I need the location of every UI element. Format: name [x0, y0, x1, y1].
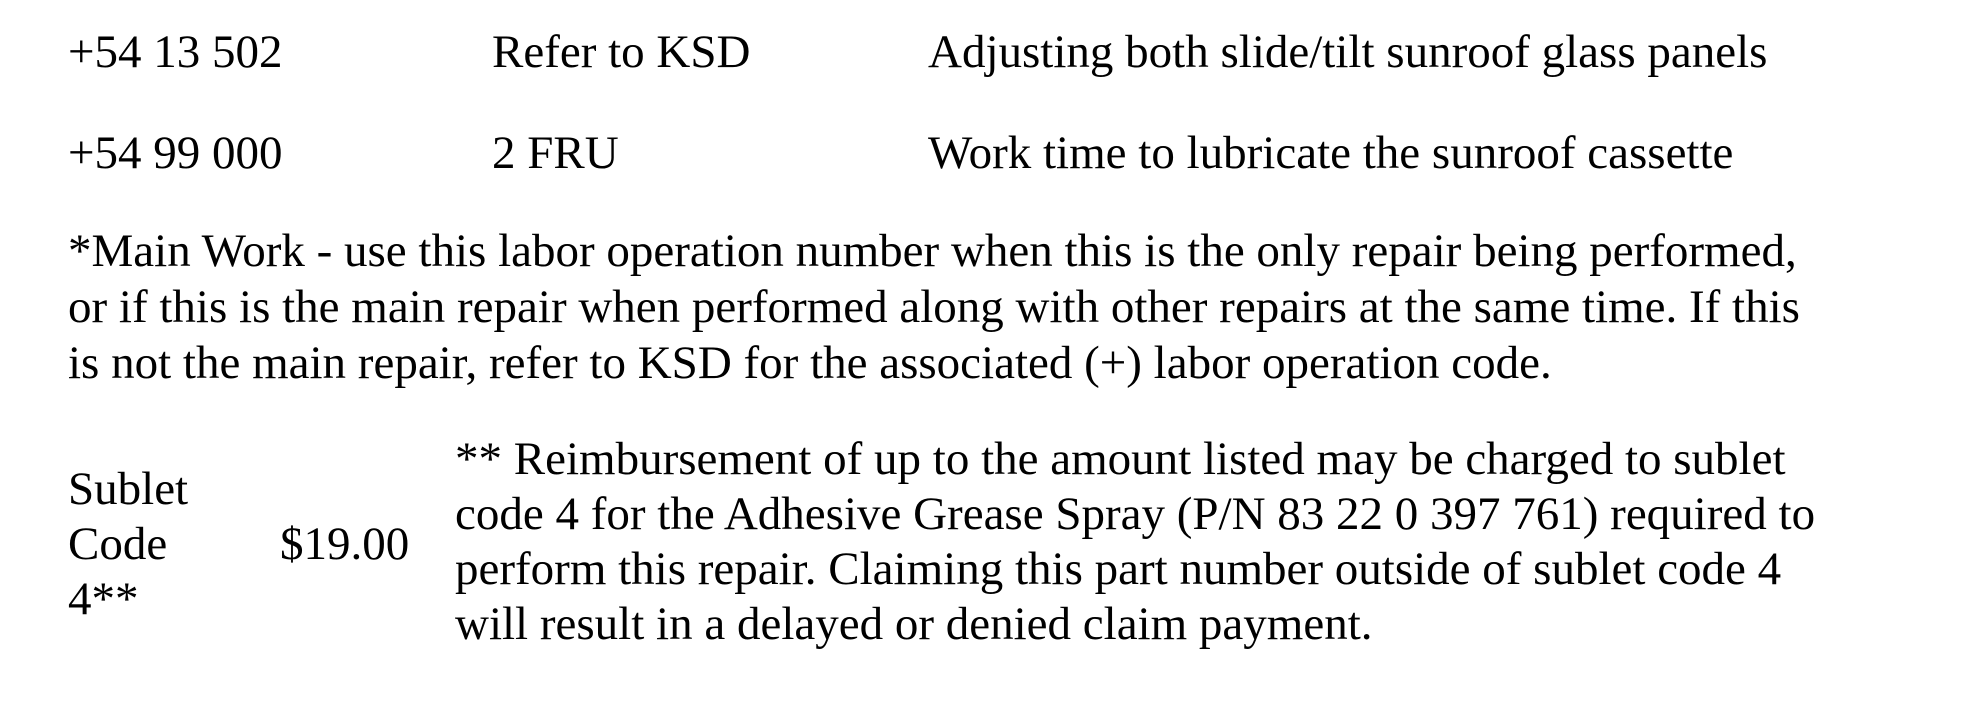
main-work-note-line: or if this is the main repair when performed along with other repairs at the same time. If this: [68, 281, 1800, 333]
main-work-note-line: is not the main repair, refer to KSD for the associated (+) labor operation code.: [68, 337, 1552, 389]
labor-row: [0, 123, 1975, 183]
sublet-description-line: perform this repair. Claiming this part number outside of sublet code 4: [455, 543, 1782, 595]
labor-time: 2 FRU: [492, 127, 619, 179]
sublet-description-line: ** Reimbursement of up to the amount listed may be charged to sublet: [455, 433, 1786, 485]
sublet-label-line: Sublet: [68, 463, 189, 515]
sublet-amount: $19.00: [280, 518, 410, 570]
labor-time: Refer to KSD: [492, 26, 751, 78]
labor-row: [0, 22, 1975, 82]
labor-operation-code: +54 13 502: [68, 26, 283, 78]
main-work-note: [68, 223, 1948, 391]
labor-description: Adjusting both slide/tilt sunroof glass panels: [928, 26, 1768, 78]
sublet-description-line: code 4 for the Adhesive Grease Spray (P/N 83 22 0 397 761) required to: [455, 488, 1816, 540]
sublet-description-line: will result in a delayed or denied claim payment.: [455, 598, 1373, 650]
sublet-label-line: Code: [68, 518, 168, 570]
main-work-note-line: *Main Work - use this labor operation number when this is the only repair being performed,: [68, 225, 1797, 277]
labor-operation-code: +54 99 000: [68, 127, 283, 179]
labor-description: Work time to lubricate the sunroof cassette: [928, 127, 1734, 179]
sublet-label-line: 4**: [68, 573, 139, 625]
sublet-code-label: [68, 462, 188, 627]
sublet-description: [455, 432, 1815, 652]
